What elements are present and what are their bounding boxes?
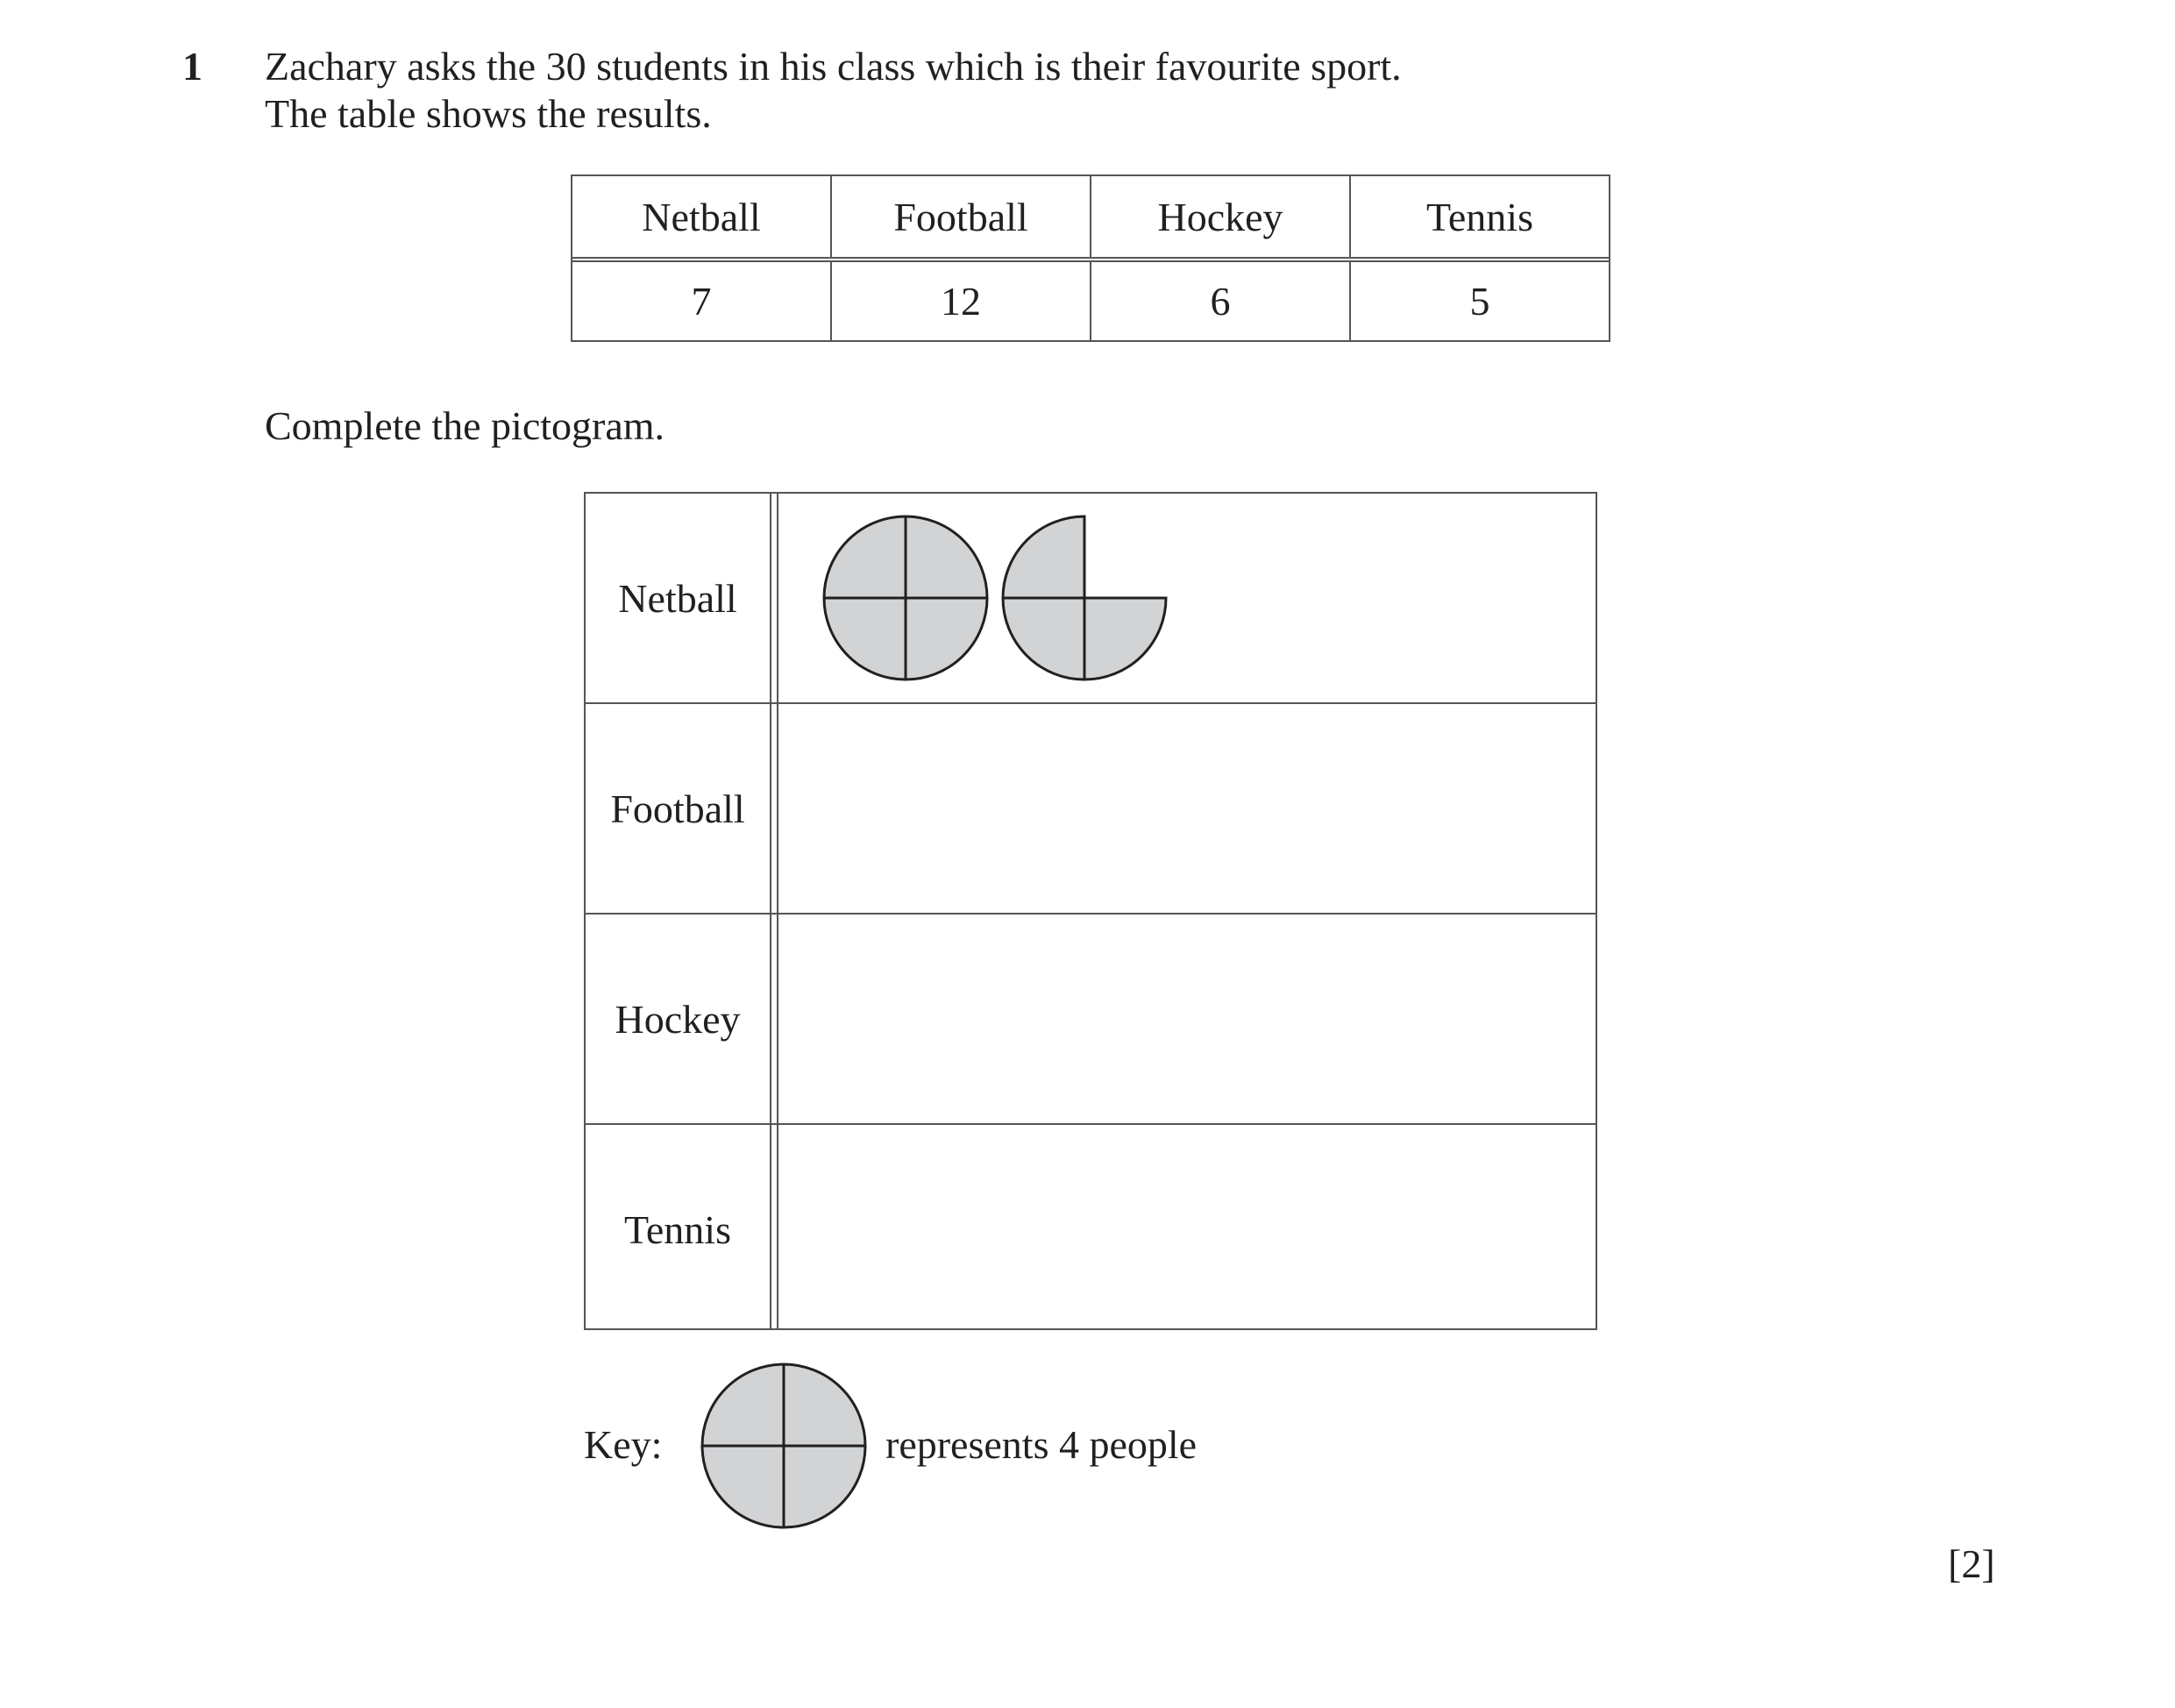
key-symbol-icon	[698, 1360, 870, 1532]
marks: [2]	[1948, 1541, 1995, 1586]
three-quarter-circle-symbol	[1003, 516, 1166, 680]
results-value-cell: 5	[1469, 279, 1490, 324]
results-header-cell: Hockey	[1091, 176, 1351, 257]
pictogram-row-label: Netball	[618, 575, 737, 621]
results-value-row	[572, 262, 1609, 340]
pictogram-row-tennis	[586, 1125, 1596, 1334]
question-number: 1	[182, 44, 203, 89]
results-header-row	[572, 176, 1609, 257]
pictogram-row-cell[interactable]	[778, 914, 1596, 1123]
results-value-cell: 7	[572, 262, 832, 340]
results-header-cell: Tennis	[1426, 194, 1533, 239]
table-divider	[572, 257, 1609, 259]
pictogram-row-football	[586, 704, 1596, 913]
pictogram-row-label: Tennis	[624, 1206, 731, 1252]
pictogram-row-label: Hockey	[615, 996, 741, 1042]
question-line-2: The table shows the results.	[265, 91, 712, 136]
pictogram-symbols	[778, 504, 1199, 688]
results-header-cell: Netball	[572, 176, 832, 257]
results-value-cell: 6	[1091, 262, 1351, 340]
results-header-cell: Football	[832, 176, 1091, 257]
results-value-cell: 12	[832, 262, 1091, 340]
pictogram-row-label: Football	[610, 786, 745, 831]
key-label: Key:	[584, 1422, 663, 1467]
pictogram	[584, 492, 1597, 1330]
pictogram-row-cell[interactable]	[778, 494, 1596, 702]
pictogram-row-cell[interactable]	[778, 704, 1596, 913]
results-table	[571, 174, 1610, 342]
full-circle-symbol	[824, 516, 987, 680]
pictogram-row-netball	[586, 494, 1596, 702]
question-instruction: Complete the pictogram.	[265, 403, 665, 448]
pictogram-row-cell[interactable]	[778, 1125, 1596, 1334]
key-text: represents 4 people	[885, 1422, 1198, 1467]
question-line-1: Zachary asks the 30 students in his class which is their favourite sport.	[265, 44, 1402, 89]
pictogram-row-hockey	[586, 914, 1596, 1123]
